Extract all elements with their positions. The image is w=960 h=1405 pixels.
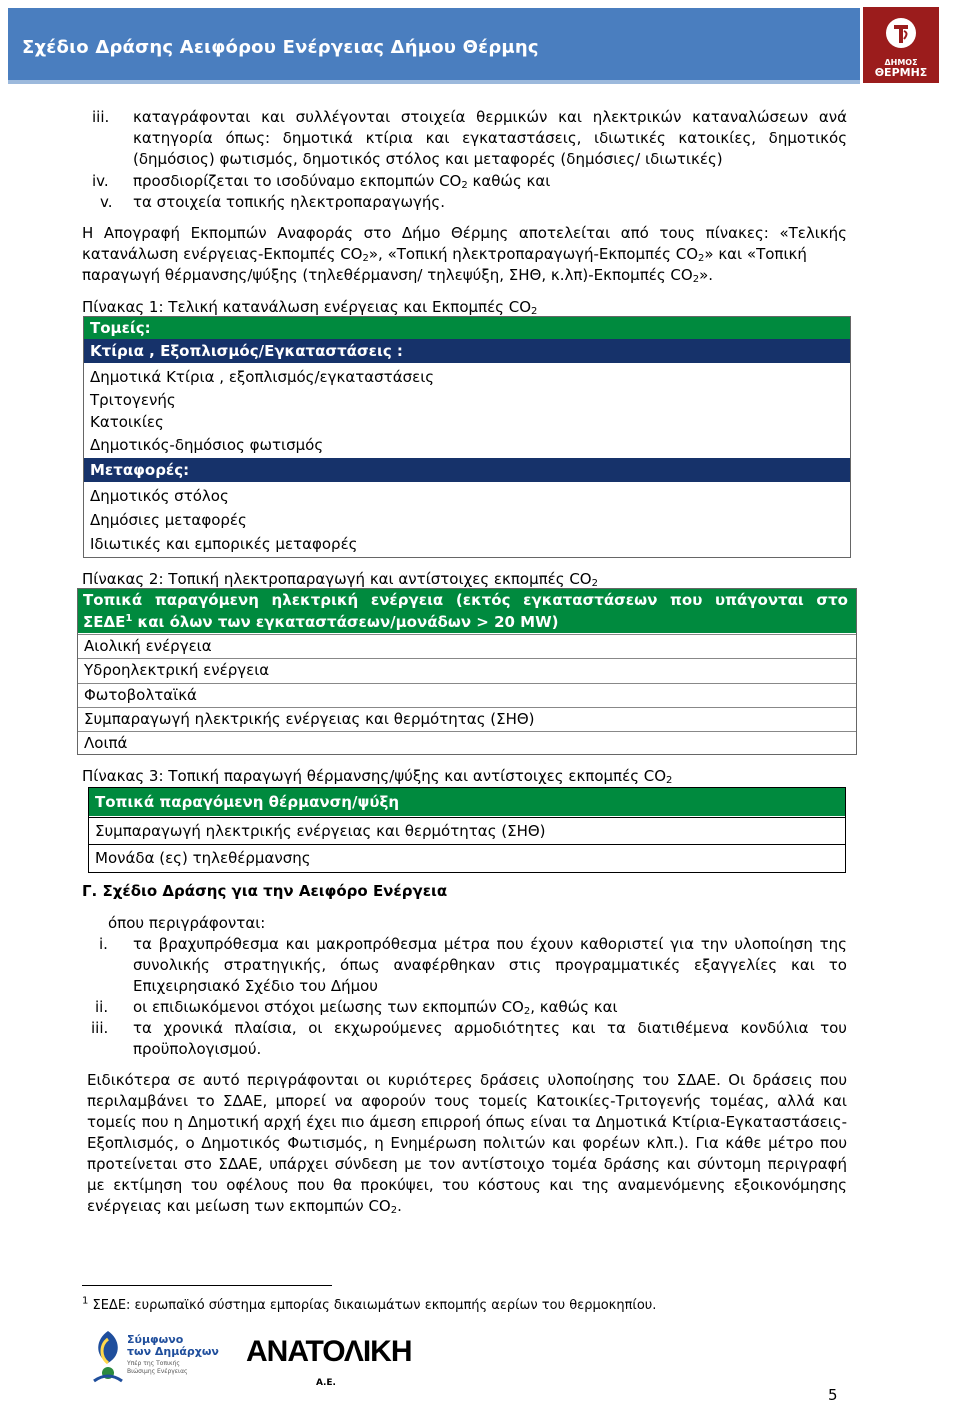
covenant-of-mayors-logo [88,1323,219,1398]
logo-text-line: των Δημάρχων [127,1345,219,1358]
text-run: ενέργειας και μείωση των εκπομπών CO [87,1197,391,1215]
text-run: », «Τοπική ηλεκτροπαραγωγή-Εκπομπές CO [368,245,698,263]
text-run: Πίνακας 1: Τελική κατανάλωση ενέργειας και Εκπομπές CO [82,298,532,316]
section-intro: όπου περιγράφονται: [108,914,266,932]
table1 [83,316,851,558]
logo-subtext [127,1360,188,1376]
table3-header: Τοπικά παραγόμενη θέρμανση/ψύξη [89,788,845,816]
covenant-emblem-icon [88,1329,128,1389]
footnote [82,1297,656,1315]
table1-section-transport: Μεταφορές: [84,458,850,482]
subscript: 2 [698,253,705,264]
table-row: Μονάδα (ες) τηλεθέρμανσης [89,844,845,872]
table-row: Συμπαραγωγή ηλεκτρικής ενέργειας και θερμότητας (ΣΗΘ) [78,707,856,730]
paragraph-line [82,245,847,263]
list-number: iii. [92,108,110,126]
municipality-logo [863,7,939,83]
list-number: iii. [91,1019,109,1037]
table2-header-line [83,611,856,633]
logo-subtext: Α.Ε. [316,1378,336,1388]
paragraph-line: προτείνεται στο ΣΔΑΕ, υπάρχει σύνδεση με τον αντίστοιχο τομέα δράσης και σύντομη περιγραφή [87,1155,847,1173]
text-run: οι επιδιωκόμενοι στόχοι μείωσης των εκπομπών CO [133,998,524,1016]
text-run: Πίνακας 2: Τοπική ηλεκτροπαραγωγή και αντίστοιχες εκπομπές CO [82,570,592,588]
subscript: 2 [591,578,598,589]
list-text: συνολικής στρατηγικής, όπως αναφέρθηκαν στις προγραμματικές εξαγγελίες και το [133,956,847,974]
table-row: Δημόσιες μεταφορές [90,511,247,529]
text-run: καθώς και [467,172,551,190]
list-number: iv. [92,172,109,190]
table1-caption [82,298,537,316]
logo-text-line: Υπέρ της Τοπικής [127,1360,180,1367]
table-row: Δημοτικός-δημόσιος φωτισμός [90,436,324,454]
subscript: 2 [531,306,538,317]
list-text: τα στοιχεία τοπικής ηλεκτροπαραγωγής. [133,193,445,211]
subscript: 2 [692,274,700,285]
text-run: , καθώς και [530,998,618,1016]
subscript: 2 [523,1006,531,1017]
list-text: Επιχειρησιακό Σχέδιο του Δήμου [133,977,378,995]
list-text: προϋπολογισμού. [133,1040,262,1058]
table3-caption [82,767,672,785]
text-run: και όλων των εγκαταστάσεων/μονάδων > 20 MW) [132,613,559,631]
table1-header: Τομείς: [84,317,850,339]
subscript: 2 [461,180,468,191]
list-text: τα βραχυπρόθεσμα και μακροπρόθεσμα μέτρα που έχουν καθοριστεί για την υλοποίηση της [133,935,847,953]
paragraph-line: περιλαμβάνει το ΣΔΑΕ, μπορεί να αφορούν τους τομείς Κατοικίες-Τριτογενής τομέας, αλλά και [87,1092,847,1110]
table-row: Τριτογενής [90,391,176,409]
table-row: Κατοικίες [90,413,164,431]
table3 [88,787,846,873]
list-text: καταγράφονται και συλλέγονται στοιχεία θερμικών και ηλεκτρικών καταναλώσεων ανά [133,108,847,126]
logo-text [127,1334,219,1358]
list-text: τα χρονικά πλαίσια, οι εκχωρούμενες αρμοδιότητες και τα διατιθέμενα κονδύλια του [133,1019,847,1037]
logo-wordmark: ΑΝΑΤΟΛΙΚΗ [246,1335,412,1368]
table1-section-buildings: Κτίρια , Εξοπλισμός/Εγκαταστάσεις : [84,339,850,363]
text-run: . [397,1197,402,1215]
table2-header [78,589,856,633]
footnote-divider [82,1285,332,1286]
footnote-number: 1 [82,1295,89,1307]
paragraph-line: Ειδικότερα σε αυτό περιγράφονται οι κυριότερες δράσεις υλοποίησης του ΣΔΑΕ. Οι δράσεις που [87,1071,847,1089]
list-text [133,172,550,190]
table-row: Λοιπά [78,731,856,754]
footnote-ref: 1 [125,613,133,624]
list-number: ii. [95,998,109,1016]
subscript: 2 [666,775,673,786]
footnote-text: ΣΕΔΕ: ευρωπαϊκό σύστημα εμπορίας δικαιωμάτων εκπομπής αερίων του θερμοκηπίου. [88,1298,657,1313]
text-run: Πίνακας 3: Τοπική παραγωγή θέρμανσης/ψύξης και αντίστοιχες εκπομπές CO [82,767,667,785]
table-row: Υδροηλεκτρική ενέργεια [78,658,856,681]
list-number: v. [100,193,113,211]
paragraph-line [87,1197,402,1215]
paragraph-line: Εξοπλισμός, ο Δημοτικός Φωτισμός, η Ενημέρωση πολιτών και φορέων κλπ.). Για κάθε μέτρο που [87,1134,847,1152]
list-text: (δημόσιος) φωτισμός, δημοτικός στόλος και μεταφορές (δημόσιες/ ιδιωτικές) [133,150,723,168]
table2-header-line: Τοπικά παραγόμενη ηλεκτρική ενέργεια (εκτός εγκαταστάσεων που υπάγονται στο [83,591,848,609]
table-row: Δημοτικά Κτίρια , εξοπλισμός/εγκαταστάσεις [90,368,435,386]
logo-text-line: Σύμφωνο [127,1333,184,1346]
table-row: Δημοτικός στόλος [90,487,229,505]
list-number: i. [99,935,108,953]
table2-caption [82,570,598,588]
logo-text-line: Βιώσιμης Ενέργειας [127,1368,188,1375]
logo-label-small: ΔΗΜΟΣ [884,58,918,67]
header-title: Σχέδιο Δράσης Αειφόρου Ενέργειας Δήμου Θέρμης [22,37,539,58]
section-heading: Γ. Σχέδιο Δράσης για την Αειφόρο Ενέργεια [82,882,448,900]
paragraph-line: Η Απογραφή Εκπομπών Αναφοράς στο Δήμο Θέρμης αποτελείται από τους πίνακες: «Τελικής [82,224,847,242]
page-number: 5 [828,1386,838,1404]
list-text [133,998,618,1016]
anatoliki-logo [246,1335,412,1395]
list-text: κατηγορία όπως: δημοτικά κτίρια και εγκαταστάσεις, ιδιωτικές κατοικίες, δημοτικός [133,129,847,147]
text-run: ΣΕΔΕ [83,613,126,631]
text-run: παραγωγή θέρμανσης/ψύξης (τηλεθέρμανση/ τηλεψύξη, ΣΗΘ, κ.λπ)-Εκπομπές CO [82,266,693,284]
text-run: προσδιορίζεται το ισοδύναμο εκπομπών CO [133,172,462,190]
table-row: Φωτοβολταϊκά [78,683,856,706]
paragraph-line: τομείς που η Δημοτική αρχή έχει πιο άμεση επιρροή όπως είναι τα Δημοτικά Κτίρια-Εγκαταστάσεις- [87,1113,847,1131]
subscript: 2 [362,253,369,264]
table-row: Αιολική ενέργεια [78,634,856,657]
municipality-emblem-icon [863,7,939,57]
table-row: Ιδιωτικές και εμπορικές μεταφορές [90,535,358,553]
table-row: Συμπαραγωγή ηλεκτρικής ενέργειας και θερμότητας (ΣΗΘ) [89,817,845,844]
paragraph-line: με εκτίμηση του οφέλους που θα προκύψει, του κόστους και της αναμενόμενης εξοικονόμησης [87,1176,847,1194]
table2 [77,588,857,755]
text-run: ». [699,266,714,284]
subscript: 2 [390,1205,398,1216]
logo-label-large: ΘΕΡΜΗΣ [874,66,928,79]
paragraph-line [82,266,713,284]
text-run: κατανάλωση ενέργειας-Εκπομπές CO [82,245,363,263]
text-run: » και «Τοπική [704,245,807,263]
